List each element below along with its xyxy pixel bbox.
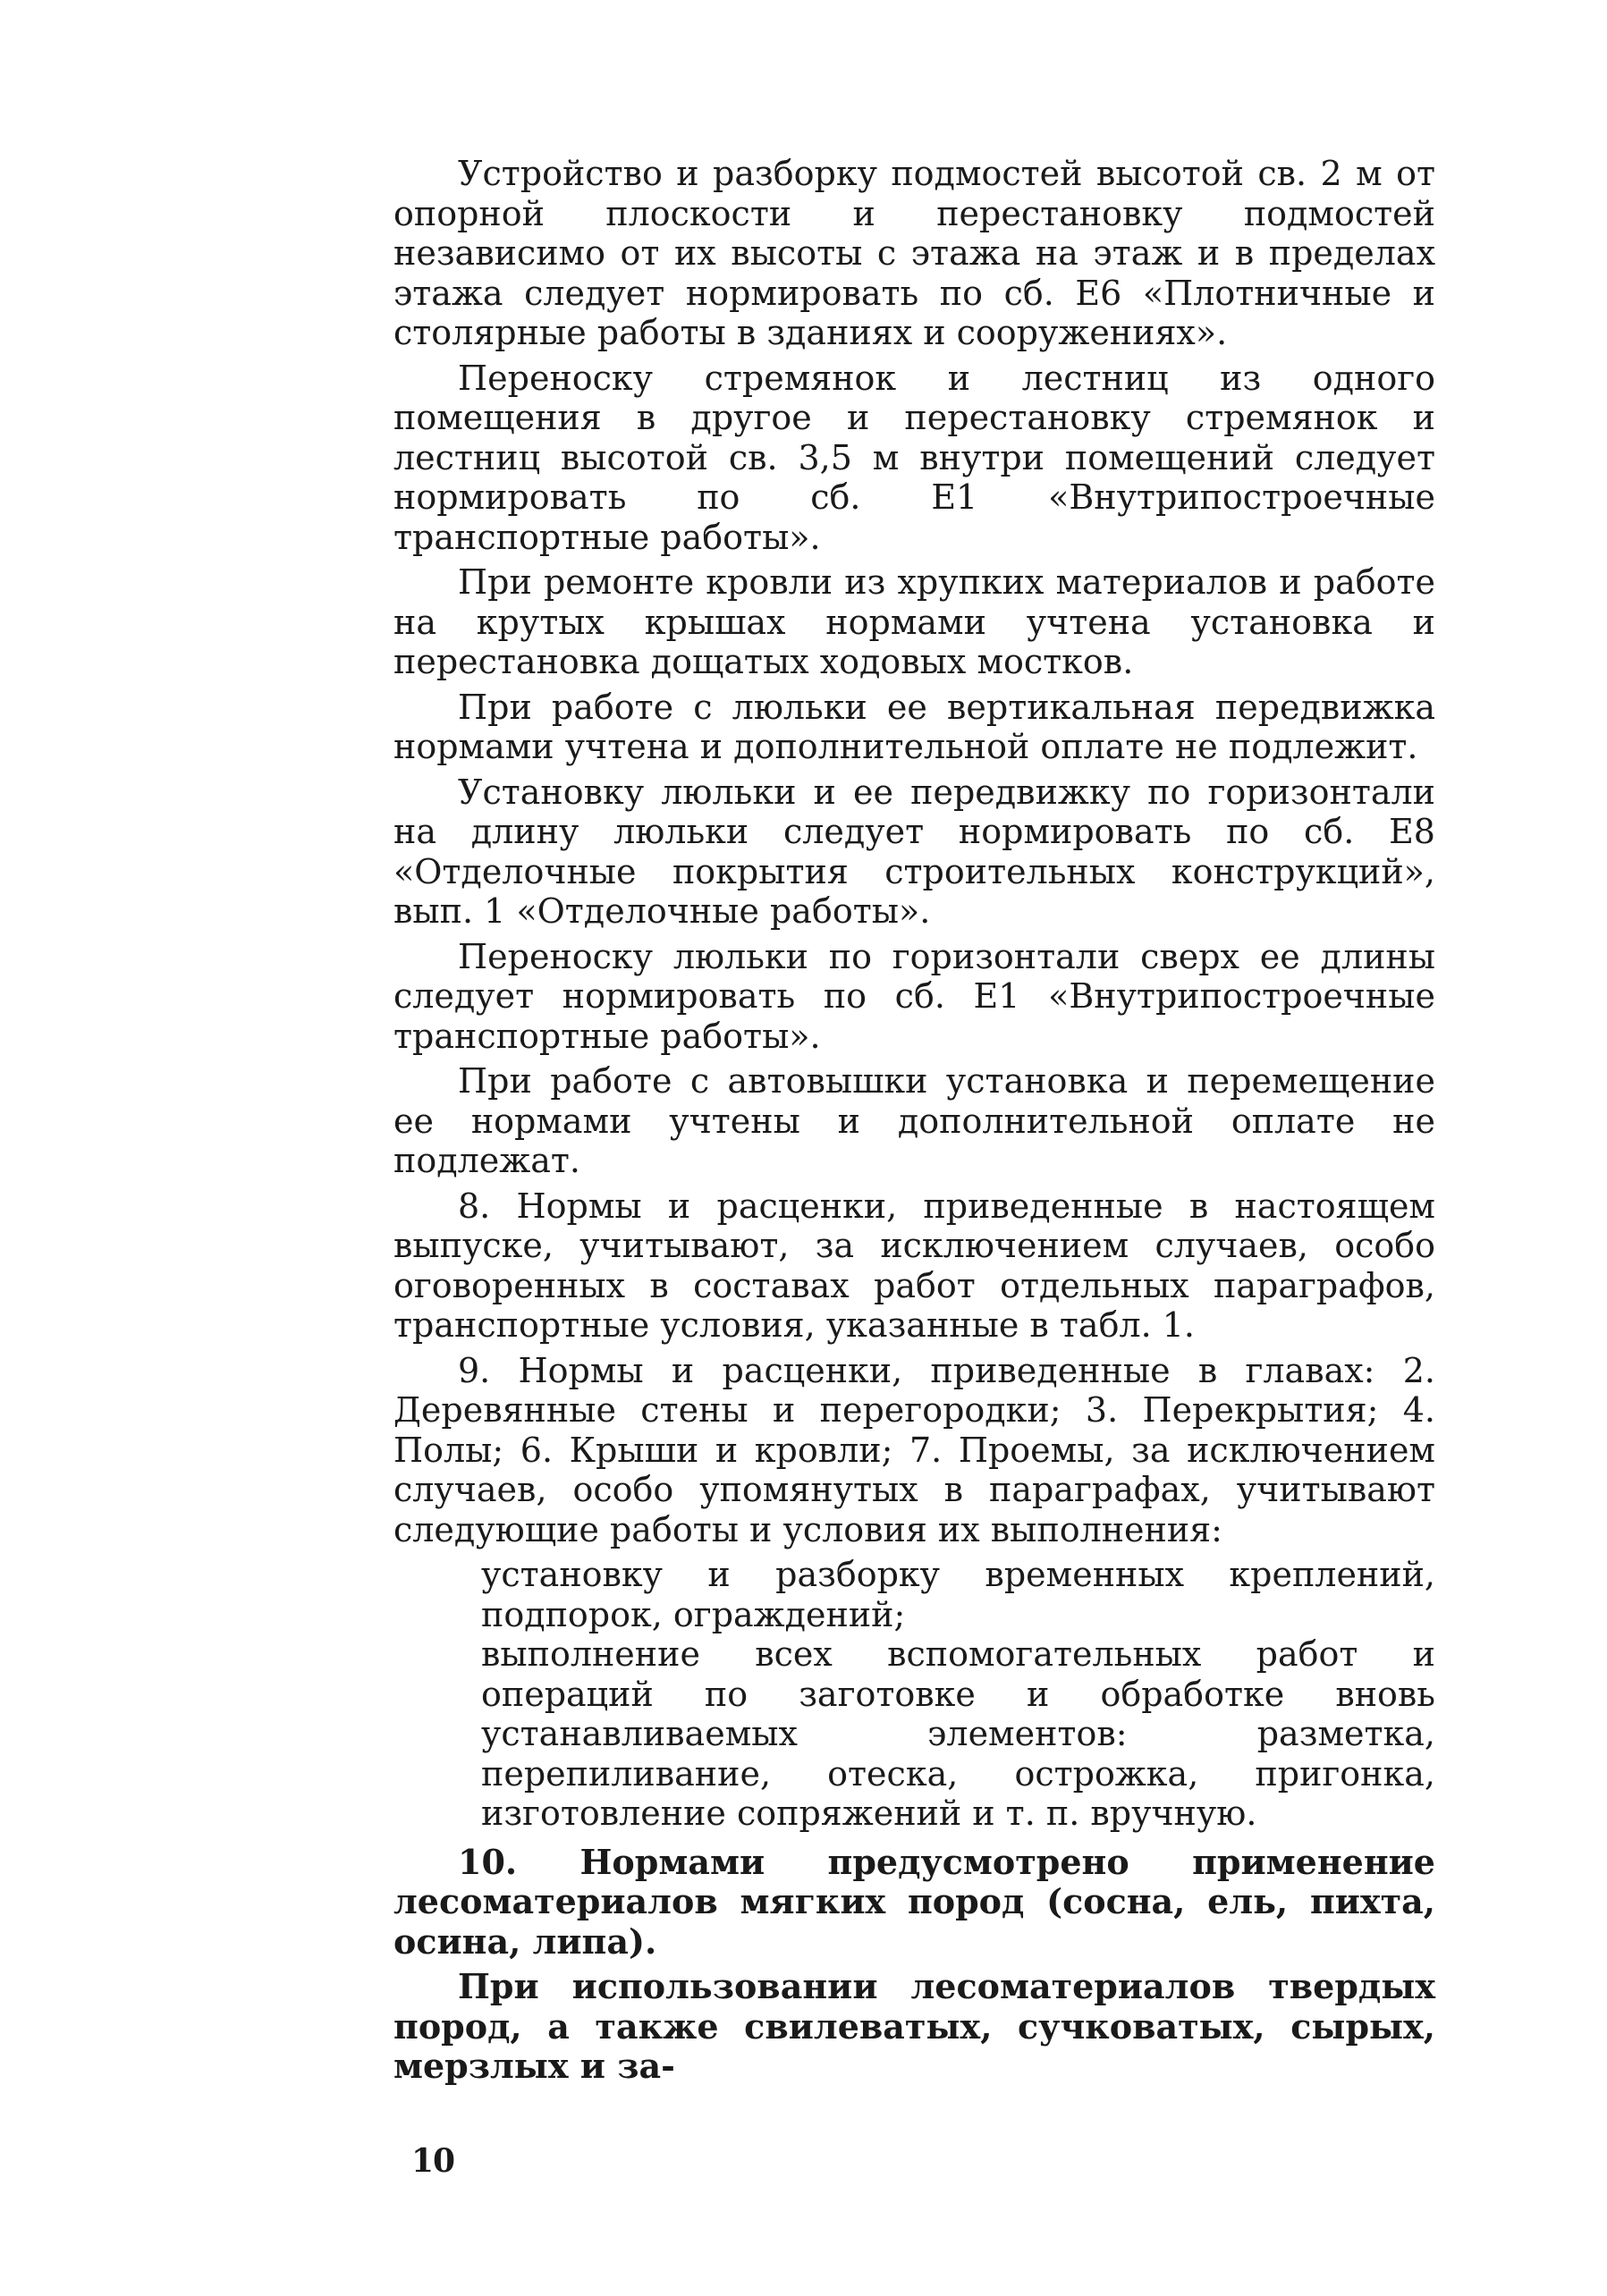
paragraph-item-10: 10. Нормами предусмотрено применение лесоматериалов мягких пород (сосна, ель, пихта, осина, липа). — [393, 1841, 1435, 1962]
spacer — [393, 1834, 1435, 1843]
paragraph-cradle-transfer: Переноску люльки по горизонтали сверх ее длины следует нормировать по сб. Е1 «Внутрипостроечные транспортные работы». — [393, 936, 1435, 1056]
list-item: установку и разборку временных креплений, подпорок, ограждений; — [481, 1555, 1435, 1634]
paragraph-cradle-horizontal: Установку люльки и ее передвижку по горизонтали на длину люльки следует нормировать по сб. Е8 «Отделочные покрытия строительных конструкций», вып. 1 «Отделочные работы». — [393, 772, 1435, 931]
paragraph-item-9: 9. Нормы и расценки, приведенные в главах: 2. Деревянные стены и перегородки; 3. Перекрытия; 4. Полы; 6. Крыши и кровли; 7. Проемы, за исключением случаев, особо упомянутых в параграфах, учитывают следующие работы и условия их выполнения: — [393, 1350, 1435, 1549]
paragraph-roof-repair: При ремонте кровли из хрупких материалов и работе на крутых крышах нормами учтена установка и перестановка дощатых ходовых мостков. — [393, 562, 1435, 681]
paragraph-cradle-vertical: При работе с люльки ее вертикальная передвижка нормами учтена и дополнительной оплате не подлежит. — [393, 687, 1435, 766]
paragraph-hardwood: При использовании лесоматериалов твердых пород, а также свилеватых, сучковатых, сырых, мерзлых и за- — [393, 1966, 1435, 2086]
paragraph-scaffolding: Устройство и разборку подмостей высотой св. 2 м от опорной плоскости и перестановку подмостей независимо от их высоты с этажа на этаж и в пределах этажа следует нормировать по сб. Е6 «Плотничные и столярные работы в зданиях и сооружениях». — [393, 154, 1435, 352]
page-number: 10 — [411, 2142, 455, 2180]
paragraph-ladders: Переноску стремянок и лестниц из одного помещения в другое и перестановку стремянок и лестниц высотой св. 3,5 м внутри помещений следует нормировать по сб. Е1 «Внутрипостроечные транспортные работы». — [393, 358, 1435, 557]
paragraph-aerial-platform: При работе с автовышки установка и перемещение ее нормами учтены и дополнительной оплате не подлежат. — [393, 1061, 1435, 1180]
page-body — [393, 154, 1435, 2092]
paragraph-item-8: 8. Нормы и расценки, приведенные в настоящем выпуске, учитывают, за исключением случаев, особо оговоренных в составах работ отдельных параграфов, транспортные условия, указанные в табл. 1. — [393, 1186, 1435, 1345]
list-item: выполнение всех вспомогательных работ и операций по заготовке и обработке вновь устанавливаемых элементов: разметка, перепиливание, отеска, острожка, пригонка, изготовление сопряжений и т. п. вручную. — [481, 1634, 1435, 1833]
